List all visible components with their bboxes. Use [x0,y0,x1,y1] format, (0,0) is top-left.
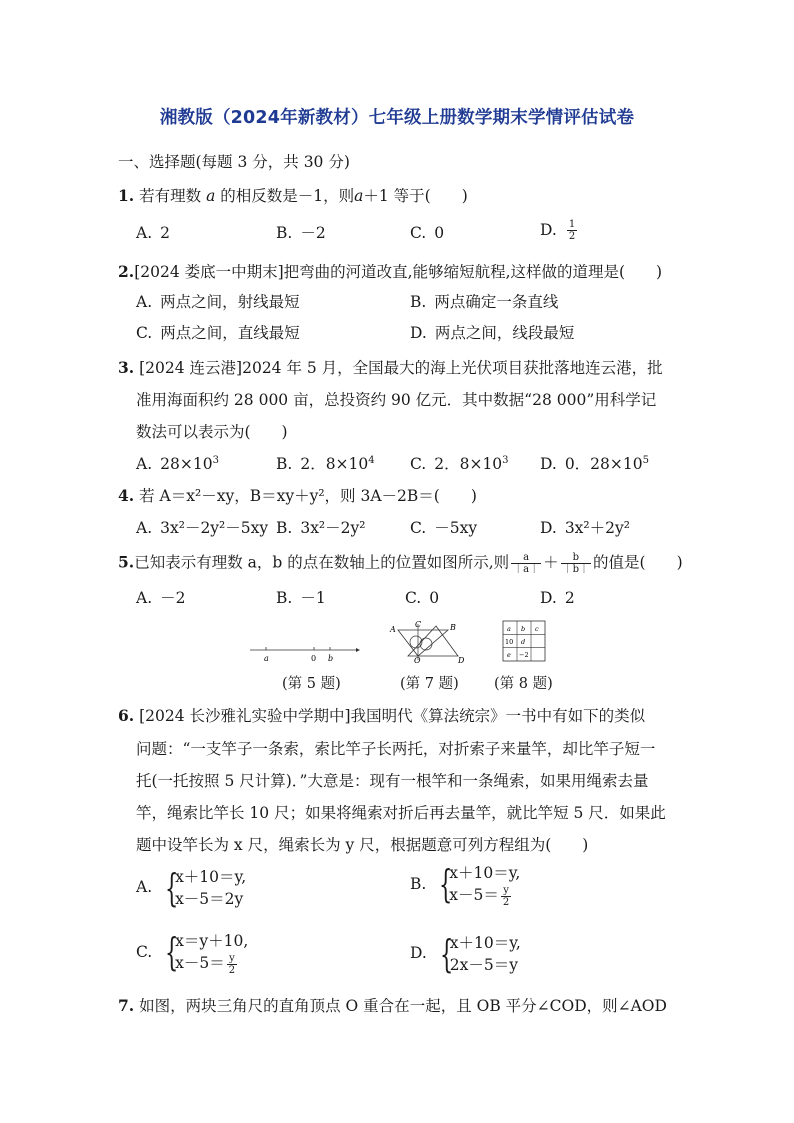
cell: a [507,625,511,633]
number-line-figure [248,640,360,664]
cell: 10 [505,638,514,646]
question-3: 3. [2024 连云港]2024 年 5 月，全国最大的海上光伏项目获批落地连云港，批 [118,358,663,377]
question-6: 6. [2024 长沙雅礼实验中学期中]我国明代《算法统宗》一书中有如下的类似 [118,706,646,725]
option-a[interactable]: A. －2 [136,589,186,607]
point-label: O [414,656,421,664]
option-c[interactable]: C. { x＝y＋10, x－5＝ $\frac{y}{2}$ [136,930,249,976]
fraction: $\frac{a}{|a|}$ [513,552,540,575]
question-6-line4: 竿，绳索比竿长 10 尺；如果将绳索对折后再去量竿，就比竿短 5 尺．如果此 [136,804,666,822]
question-1: 1. 若有理数 a 的相反数是－1，则a＋1 等于( ) [118,186,468,205]
equation-system: { x＋10＝y, x－5＝2y [165,866,247,910]
point-label: B [450,623,456,632]
point-label: A [390,625,396,634]
option-a[interactable]: A. 两点之间，射线最短 [136,293,300,311]
option-b[interactable]: B. 2．$8\times 10^4$ [276,454,375,473]
question-number: 1. [118,186,135,205]
question-2: 2.[2024 娄底一中期末]把弯曲的河道改直,能够缩短航程,这样做的道理是( ) [118,262,663,281]
question-6-line2: 问题：“一支竿子一条索，索比竿子长两托，对折索子来量竿，却比竿子短一 [136,740,656,758]
option-c[interactable]: C. 0 [410,224,445,242]
question-3-line3: 数法可以表示为( ) [136,423,288,441]
option-d[interactable]: D. 两点之间，线段最短 [410,324,575,342]
option-b[interactable]: B. 两点确定一条直线 [410,293,559,311]
option-b[interactable]: B. 3x²－2y² [276,519,366,537]
question-6-line3: 托(一托按照 5 尺计算)．”大意是：现有一根竿和一条绳索，如果用绳索去量 [136,772,649,790]
cell: d [521,638,526,646]
tick-label: a [264,654,269,663]
option-c[interactable]: C. 2．$8\times 10^3$ [410,454,509,473]
question-7: 7. 如图，两块三角尺的直角顶点 O 重合在一起，且 OB 平分∠COD，则∠AOD [118,996,667,1015]
page-title: 湘教版（2024年新教材）七年级上册数学期末学情评估试卷 [159,108,635,128]
option-a[interactable]: A. { x＋10＝y, x－5＝2y [136,866,247,910]
option-a[interactable]: A. 2 [136,224,170,242]
fraction: $\frac{1}{2}$ [568,219,576,242]
point-label: D [458,656,465,664]
option-b[interactable]: B. { x＋10＝y, x－5＝ $\frac{y}{2}$ [410,862,521,908]
option-a[interactable]: A. $28\times 10^3$ [136,454,219,473]
tick-label: b [328,654,334,663]
question-4: 4. 若 A＝x²－xy，B＝xy＋y²，则 3A－2B＝( ) [118,486,477,505]
option-a[interactable]: A. 3x²－2y²－5xy [136,519,269,537]
option-d[interactable]: D. { x＋10＝y, 2x－5＝y [410,932,521,976]
option-b[interactable]: B. －1 [276,589,326,607]
equation-system: { x＝y＋10, x－5＝ $\frac{y}{2}$ [165,930,249,976]
cell: b [521,625,526,633]
option-d[interactable]: D. $\frac{1}{2}$ [540,219,576,242]
fraction: $\frac{b}{|b|}$ [562,552,590,575]
cell: −2 [519,651,529,659]
option-d[interactable]: D. 0．$28\times 10^5$ [540,454,649,473]
option-d[interactable]: D. 2 [540,589,575,607]
question-6-line5: 题中设竿长为 x 尺，绳索长为 y 尺，根据题意可列方程组为( ) [136,836,589,854]
equation-system: { x＋10＝y, 2x－5＝y [439,932,521,976]
option-d[interactable]: D. 3x²＋2y² [540,519,630,537]
point-label: C [415,620,422,629]
option-c[interactable]: C. 两点之间，直线最短 [136,324,300,342]
triangle-rulers-figure [388,620,468,664]
cell: c [535,625,539,633]
figure-caption: (第 7 题) [400,676,459,692]
question-5: 5.已知表示有理数 a，b 的点在数轴上的位置如图所示,则 $\frac{a}{|a|}$ ＋ $\frac{b}{|b|}$ 的值是( ) [118,552,683,575]
question-3-line2: 准用海面积约 28 000 亩，总投资约 90 亿元．其中数据“28 000”用科学记 [136,391,657,409]
grid-table-figure [502,620,546,662]
option-c[interactable]: C. 0 [405,589,440,607]
tick-label: 0 [311,654,317,663]
option-c[interactable]: C. －5xy [410,519,478,537]
equation-system: { x＋10＝y, x－5＝ $\frac{y}{2}$ [439,862,521,908]
figure-caption: (第 5 题) [282,676,341,692]
section-heading: 一、选择题(每题 3 分，共 30 分) [118,153,350,171]
figure-caption: (第 8 题) [494,676,553,692]
cell: e [507,651,511,659]
option-b[interactable]: B. －2 [276,224,326,242]
